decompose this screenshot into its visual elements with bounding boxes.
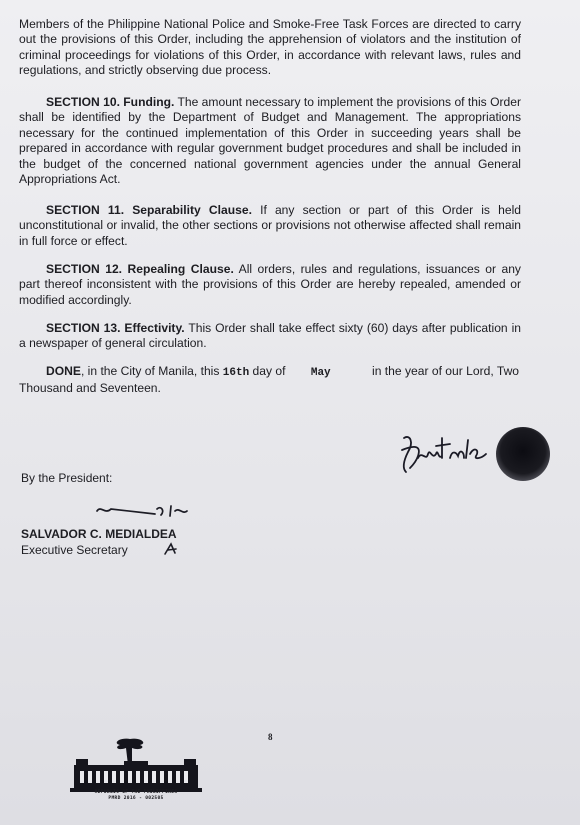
section-10 bbox=[19, 95, 521, 187]
seal-caption-line-1: REPUBLIC OF THE PHILIPPINES bbox=[94, 790, 178, 795]
done-text-3: in the year of our Lord, Two Thousand and Seventeen. bbox=[19, 364, 520, 396]
seal-caption-line-2: PMRD 2016 - 002505 bbox=[108, 796, 164, 801]
section-10-body: The amount necessary to implement the provisions of this Order shall be identified by the Department of Budget and Management. The appropriations necessary for the continued implementation of this Order in succeeding years shall be prepared in accordance with regular government budget procedures and shall be included in the budget of the concerned national government agencies under the annual General Appropriations Act. bbox=[19, 95, 521, 187]
section-11 bbox=[19, 203, 521, 249]
dry-seal-stamp bbox=[494, 425, 552, 483]
secretary-title: Executive Secretary bbox=[21, 543, 128, 557]
by-the-president-label: By the President: bbox=[21, 471, 113, 485]
secretary-initials bbox=[95, 501, 190, 521]
done-text-1: , in the City of Manila, this bbox=[80, 364, 223, 378]
section-12-body: All orders, rules and regulations, issuances or any part thereof inconsistent with the provisions of this Order are hereby repealed, amended or modified accordingly. bbox=[19, 262, 521, 307]
done-label: DONE bbox=[46, 364, 81, 378]
secretary-tick-mark bbox=[163, 542, 179, 556]
done-paragraph bbox=[19, 364, 521, 397]
done-day: 16th bbox=[222, 367, 250, 379]
section-12 bbox=[19, 262, 521, 308]
section-11-body: If any section or part of this Order is held unconstitutional or invalid, the other sections or provisions not otherwise affected shall remain in full force or effect. bbox=[19, 203, 521, 248]
done-text-2: day of bbox=[249, 364, 289, 378]
section-13 bbox=[19, 321, 521, 352]
secretary-name: SALVADOR C. MEDIALDEA bbox=[21, 527, 177, 541]
section-12-heading: SECTION 12. Repealing Clause. bbox=[46, 262, 234, 276]
section-13-body: This Order shall take effect sixty (60) days after publication in a newspaper of general circulation. bbox=[19, 321, 521, 351]
section-10-heading: SECTION 10. Funding. bbox=[46, 95, 175, 109]
section-13-heading: SECTION 13. Effectivity. bbox=[46, 321, 185, 335]
seal-caption bbox=[68, 790, 204, 802]
intro-paragraph: Members of the Philippine National Police and Smoke-Free Task Forces are directed to carry out the provisions of this Order, including the apprehension of violators and the institution of criminal proceedings for violations of this Order, in accordance with relevant laws, rules and regulations, and strictly observing due process. bbox=[19, 17, 521, 78]
president-signature bbox=[392, 428, 496, 484]
done-month: May bbox=[310, 367, 331, 379]
page-number: 8 bbox=[268, 732, 273, 742]
section-11-heading: SECTION 11. Separability Clause. bbox=[46, 203, 252, 217]
